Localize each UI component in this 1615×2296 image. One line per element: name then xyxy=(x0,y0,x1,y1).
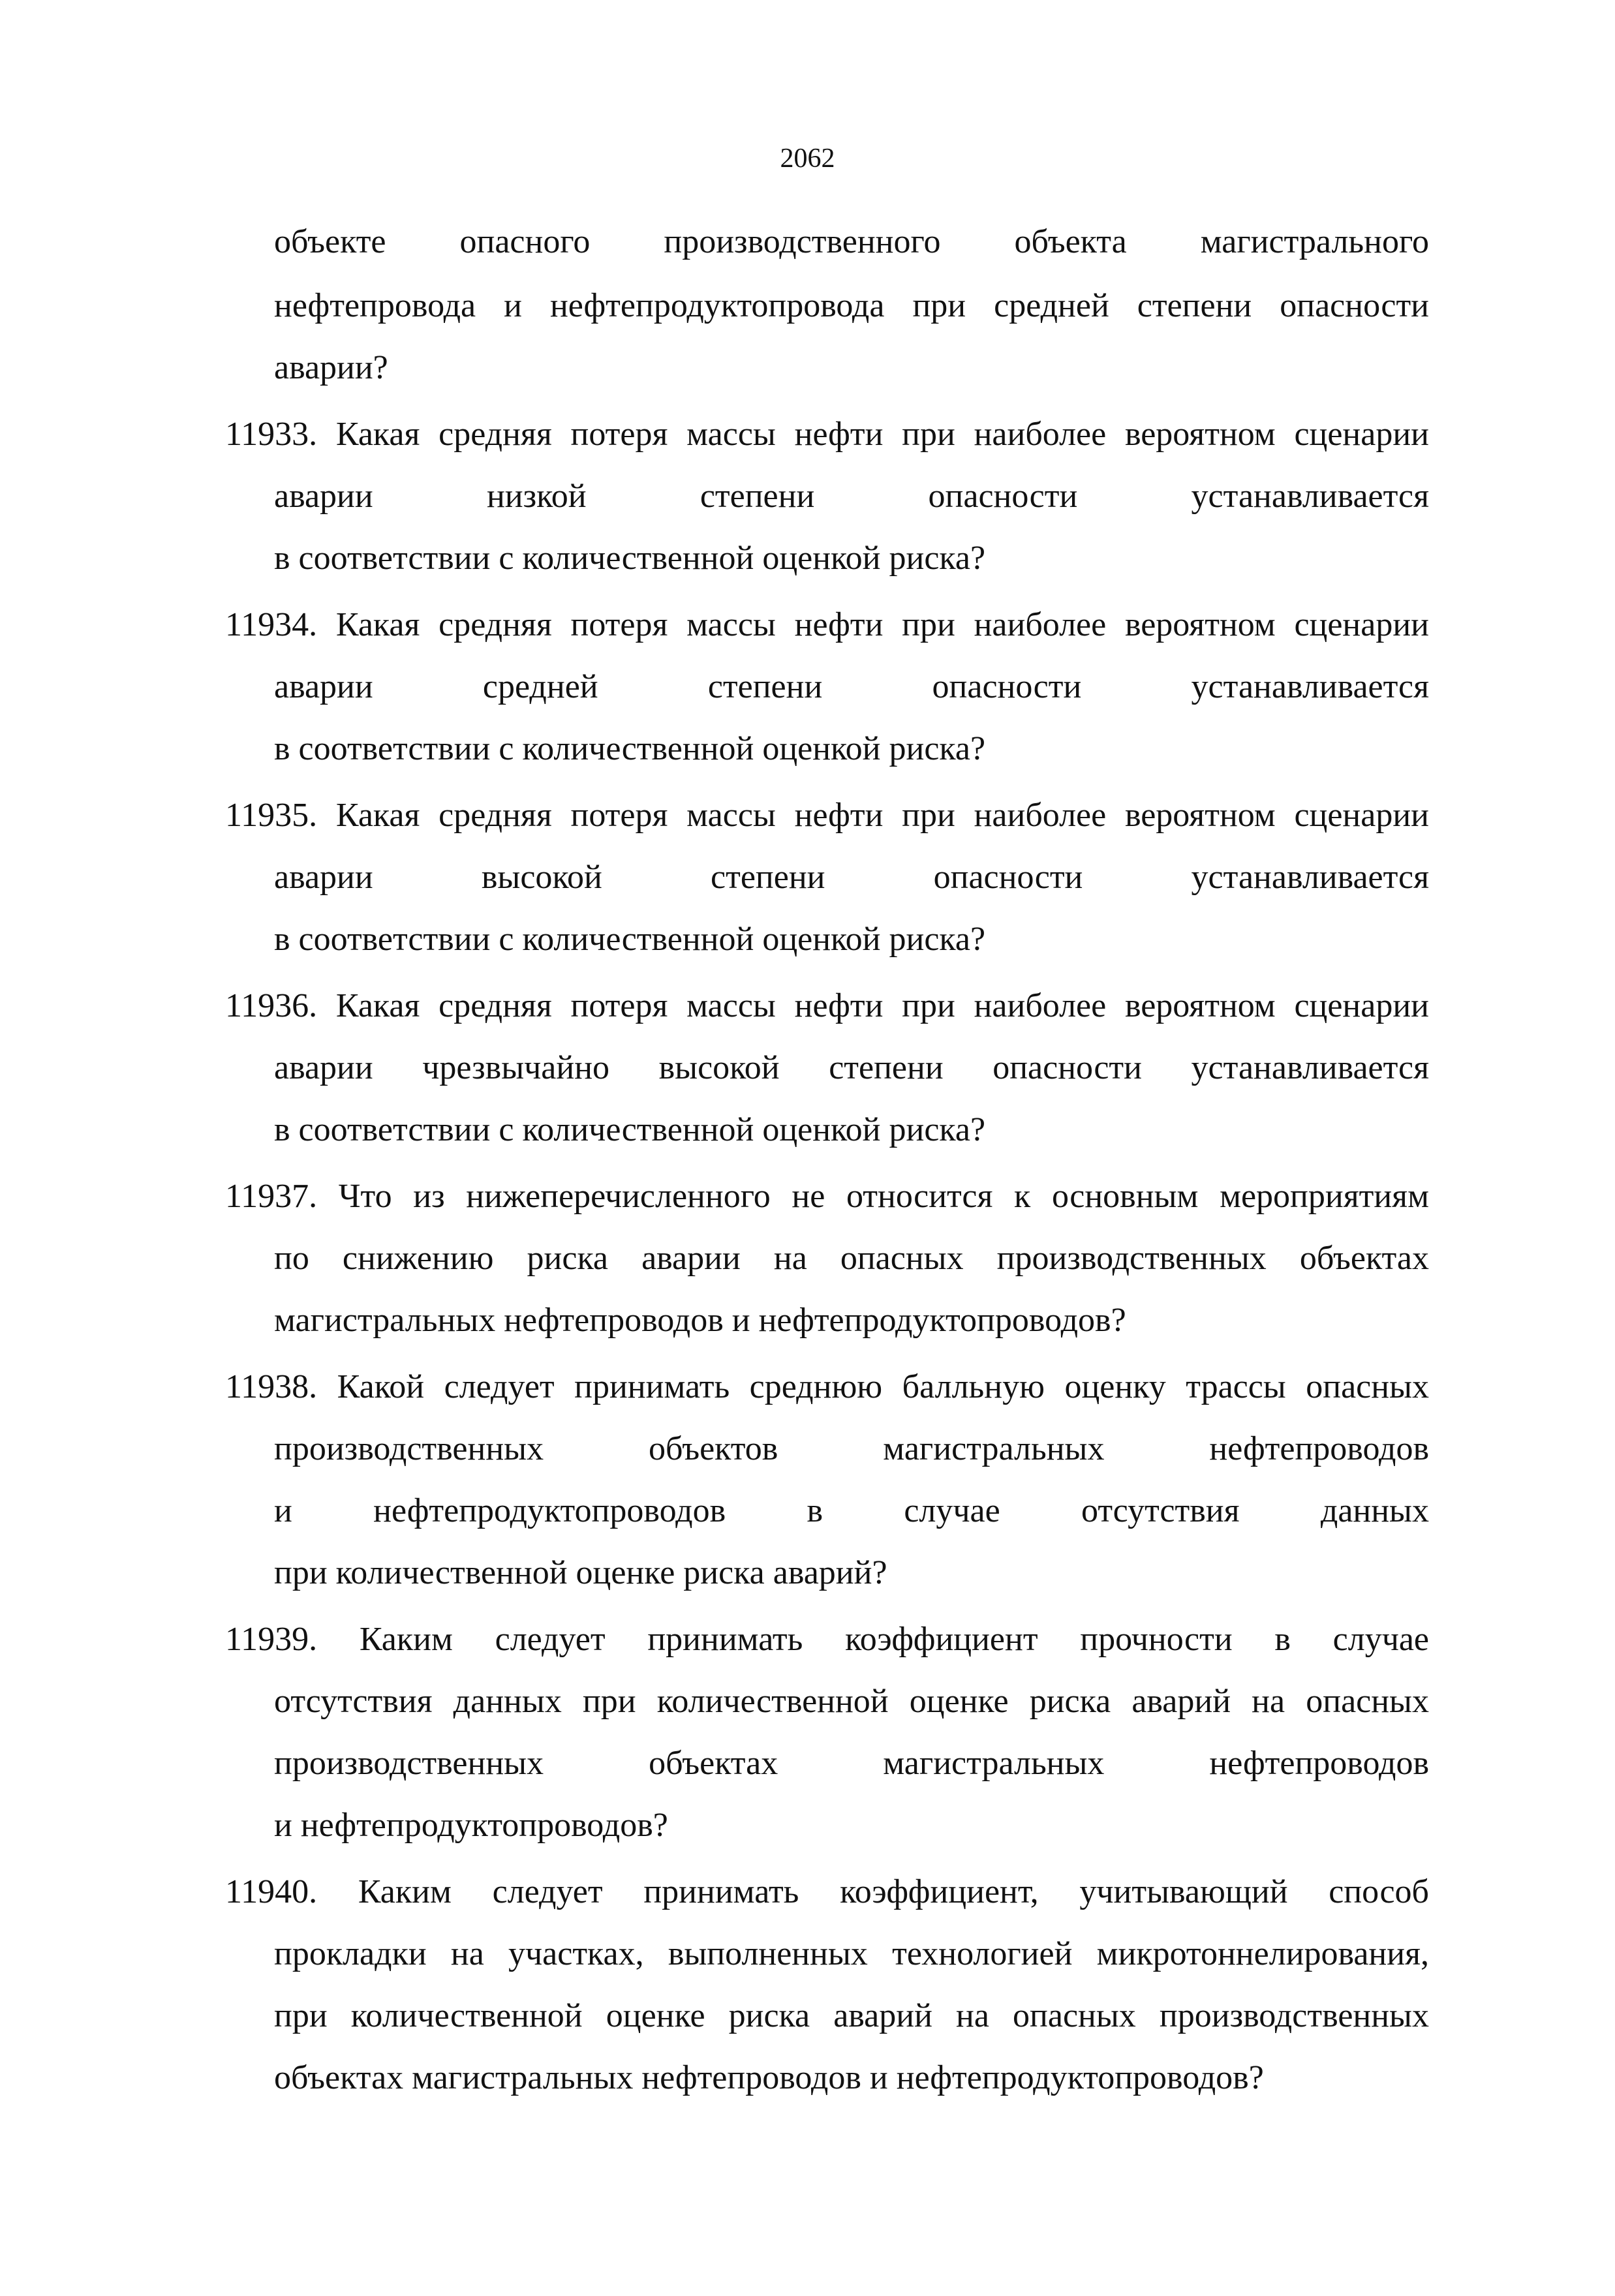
text-line: в соответствии с количественной оценкой риска? xyxy=(274,730,986,767)
question-first-line xyxy=(225,1180,1429,1214)
text-line: магистральных нефтепроводов и нефтепродуктопроводов? xyxy=(274,1302,1126,1339)
question-number: 11937. xyxy=(225,1178,318,1215)
question-number: 11935. xyxy=(225,797,318,834)
text-line: и нефтепродуктопроводов в случае отсутствия данных xyxy=(274,1492,1429,1529)
text-line: объектах магистральных нефтепроводов и нефтепродуктопроводов? xyxy=(274,2059,1264,2096)
page-number: 2062 xyxy=(780,144,835,174)
text-line: при количественной оценке риска аварий на опасных производственных xyxy=(274,1997,1429,2034)
text-line: при количественной оценке риска аварий? xyxy=(274,1554,887,1591)
question-text: Какая средняя потеря массы нефти при наиболее вероятном сценарии xyxy=(335,797,1429,834)
question-text: Какая средняя потеря массы нефти при наиболее вероятном сценарии xyxy=(335,987,1429,1024)
question-number: 11938. xyxy=(225,1368,318,1405)
question-first-line xyxy=(225,799,1429,833)
question-first-line xyxy=(225,608,1429,642)
text-line: производственных объектов магистральных нефтепроводов xyxy=(274,1430,1429,1467)
question-text: Какой следует принимать среднюю балльную оценку трассы опасных xyxy=(337,1368,1430,1405)
question-number: 11933. xyxy=(225,416,318,453)
text-line: в соответствии с количественной оценкой риска? xyxy=(274,540,986,577)
question-text: Какая средняя потеря массы нефти при наиболее вероятном сценарии xyxy=(335,416,1429,453)
question-first-line xyxy=(225,1875,1429,1909)
text-line: аварии? xyxy=(274,349,388,386)
question-text: Что из нижеперечисленного не относится к основным мероприятиям xyxy=(338,1178,1430,1215)
text-line: аварии чрезвычайно высокой степени опасности устанавливается xyxy=(274,1049,1429,1086)
question-text: Каким следует принимать коэффициент прочности в случае xyxy=(359,1621,1430,1658)
text-line: в соответствии с количественной оценкой риска? xyxy=(274,921,986,958)
text-line: аварии низкой степени опасности устанавливается xyxy=(274,478,1429,515)
question-first-line xyxy=(225,989,1429,1023)
text-line: по снижению риска аварии на опасных производственных объектах xyxy=(274,1240,1429,1277)
text-line: производственных объектах магистральных нефтепроводов xyxy=(274,1745,1429,1782)
question-number: 11936. xyxy=(225,987,318,1024)
text-line: аварии высокой степени опасности устанавливается xyxy=(274,859,1429,896)
question-number: 11939. xyxy=(225,1621,318,1658)
question-text: Каким следует принимать коэффициент, учитывающий способ xyxy=(358,1873,1429,1910)
question-first-line xyxy=(225,418,1429,452)
question-number: 11934. xyxy=(225,606,318,643)
text-line: отсутствия данных при количественной оценке риска аварий на опасных xyxy=(274,1683,1429,1720)
text-line: аварии средней степени опасности устанавливается xyxy=(274,668,1429,705)
question-text: Какая средняя потеря массы нефти при наиболее вероятном сценарии xyxy=(335,606,1429,643)
text-line: объекте опасного производственного объекта магистрального xyxy=(274,223,1429,260)
question-first-line xyxy=(225,1370,1429,1404)
text-line: и нефтепродуктопроводов? xyxy=(274,1807,668,1844)
text-line: прокладки на участках, выполненных технологией микротоннелирования, xyxy=(274,1935,1429,1972)
question-first-line xyxy=(225,1623,1429,1657)
text-line: нефтепровода и нефтепродуктопровода при средней степени опасности xyxy=(274,287,1429,324)
question-number: 11940. xyxy=(225,1873,318,1910)
text-line: в соответствии с количественной оценкой риска? xyxy=(274,1111,986,1148)
